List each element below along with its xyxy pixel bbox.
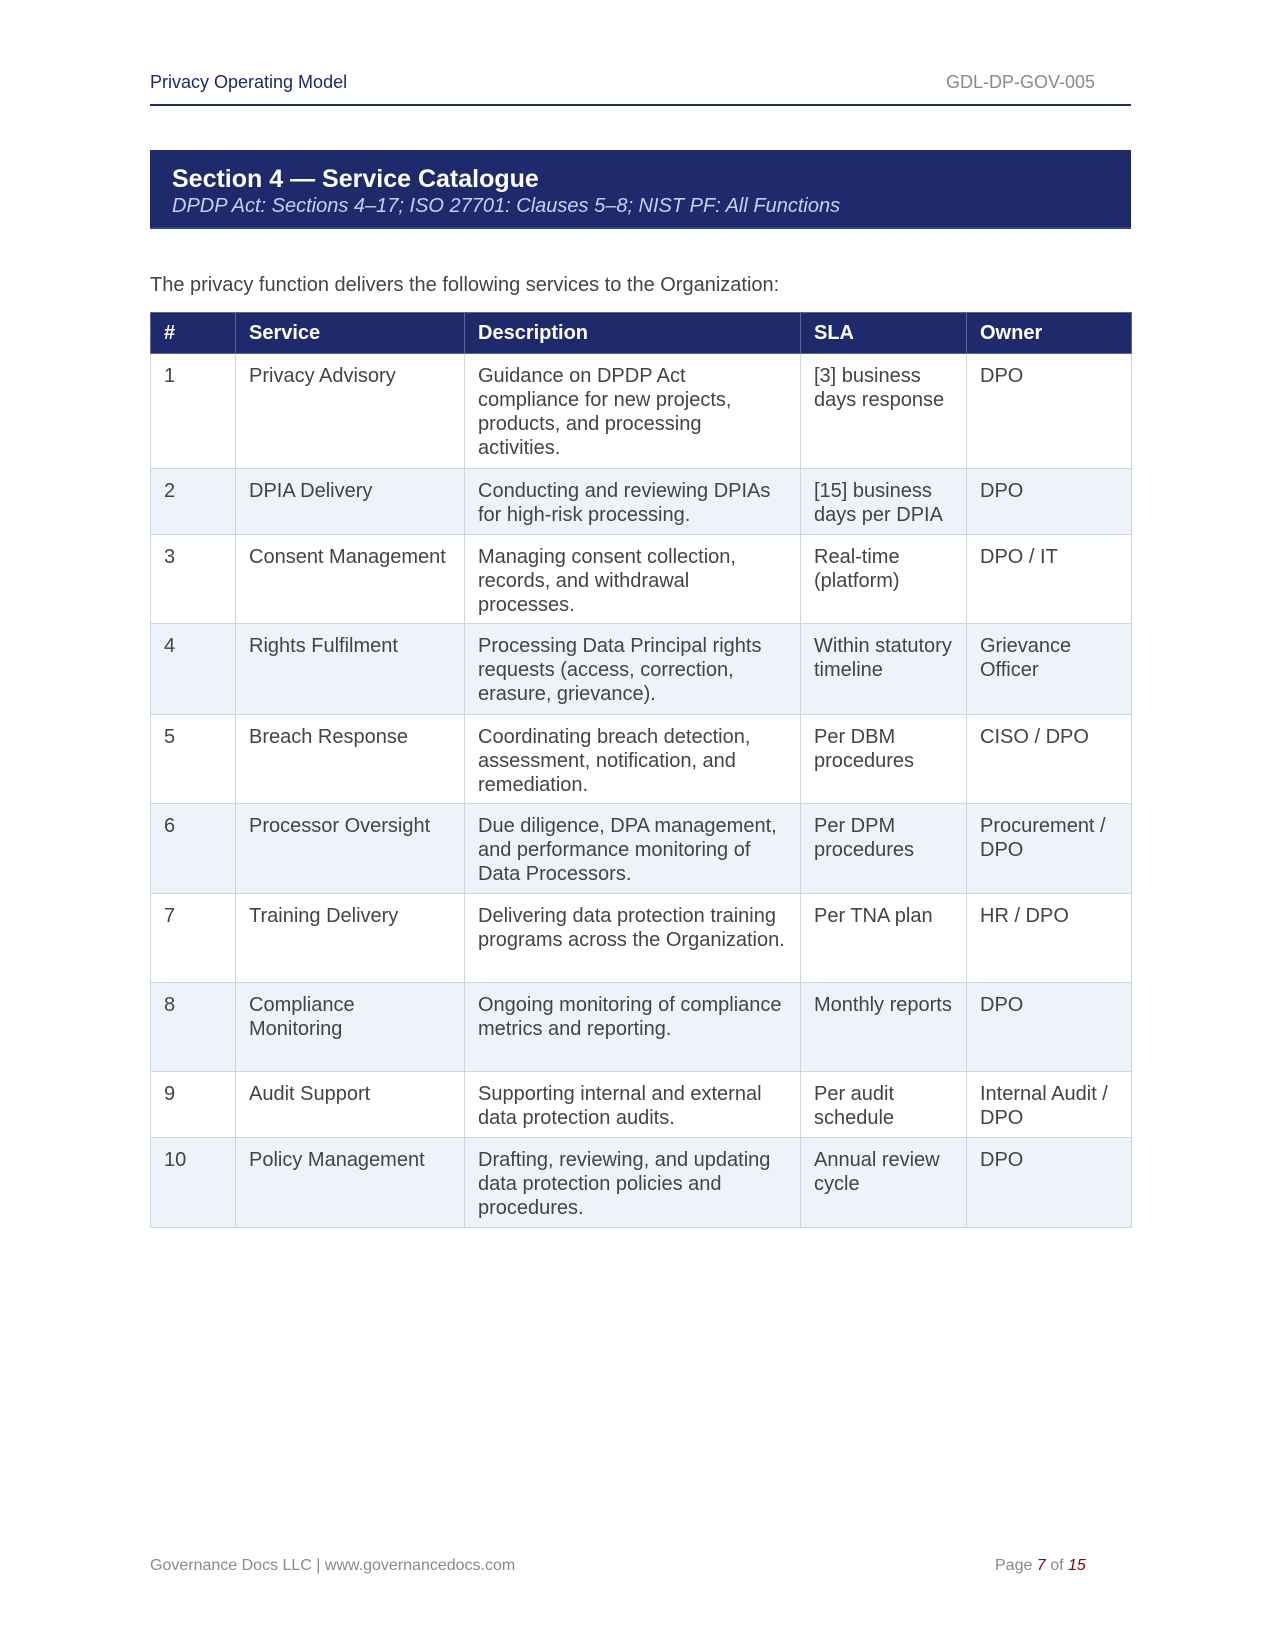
cell-owner: HR / DPO bbox=[967, 894, 1132, 983]
intro-paragraph: The privacy function delivers the following services to the Organization: bbox=[150, 274, 780, 296]
cell-sla: Monthly reports bbox=[801, 983, 967, 1072]
cell-service: Audit Support bbox=[236, 1072, 465, 1138]
table-row bbox=[151, 1138, 1132, 1228]
cell-sla: Per audit schedule bbox=[801, 1072, 967, 1138]
cell-number: 9 bbox=[151, 1072, 236, 1138]
cell-service: Consent Management bbox=[236, 535, 465, 624]
cell-service: Rights Fulfilment bbox=[236, 624, 465, 715]
cell-sla: Per DPM procedures bbox=[801, 804, 967, 894]
table-row bbox=[151, 624, 1132, 715]
cell-sla: Per DBM procedures bbox=[801, 715, 967, 804]
cell-owner: DPO bbox=[967, 469, 1132, 535]
page-of: of bbox=[1050, 1557, 1064, 1574]
cell-sla: Per TNA plan bbox=[801, 894, 967, 983]
cell-sla: [3] business days response bbox=[801, 354, 967, 469]
column-header-owner: Owner bbox=[967, 313, 1132, 354]
cell-description: Drafting, reviewing, and updating data protection policies and procedures. bbox=[465, 1138, 801, 1228]
cell-description: Guidance on DPDP Act compliance for new projects, products, and processing activities. bbox=[465, 354, 801, 469]
column-header-sla: SLA bbox=[801, 313, 967, 354]
page-total: 15 bbox=[1067, 1557, 1086, 1574]
cell-description: Managing consent collection, records, and withdrawal processes. bbox=[465, 535, 801, 624]
cell-owner: Procurement / DPO bbox=[967, 804, 1132, 894]
cell-number: 7 bbox=[151, 894, 236, 983]
cell-description: Processing Data Principal rights requests (access, correction, erasure, grievance). bbox=[465, 624, 801, 715]
document-id: GDL-DP-GOV-005 bbox=[945, 72, 1095, 92]
cell-service: Training Delivery bbox=[236, 894, 465, 983]
cell-number: 3 bbox=[151, 535, 236, 624]
cell-owner: Grievance Officer bbox=[967, 624, 1132, 715]
cell-number: 2 bbox=[151, 469, 236, 535]
page-current: 7 bbox=[1036, 1557, 1046, 1574]
table-row bbox=[151, 1072, 1132, 1138]
table-row bbox=[151, 715, 1132, 804]
section-references: DPDP Act: Sections 4–17; ISO 27701: Clauses 5–8; NIST PF: All Functions bbox=[172, 195, 841, 217]
document-title: Privacy Operating Model bbox=[150, 72, 348, 92]
cell-number: 4 bbox=[151, 624, 236, 715]
cell-description: Due diligence, DPA management, and performance monitoring of Data Processors. bbox=[465, 804, 801, 894]
cell-owner: DPO bbox=[967, 1138, 1132, 1228]
page-header bbox=[150, 72, 1131, 106]
cell-description: Delivering data protection training programs across the Organization. bbox=[465, 894, 801, 983]
cell-sla: Annual review cycle bbox=[801, 1138, 967, 1228]
cell-service: Privacy Advisory bbox=[236, 354, 465, 469]
table-row bbox=[151, 894, 1132, 983]
table-header-row bbox=[151, 313, 1132, 354]
column-header-service: Service bbox=[236, 313, 465, 354]
footer-company: Governance Docs LLC | www.governancedocs.com bbox=[150, 1557, 516, 1574]
cell-number: 8 bbox=[151, 983, 236, 1072]
cell-owner: DPO bbox=[967, 983, 1132, 1072]
column-header-number: # bbox=[151, 313, 236, 354]
cell-number: 1 bbox=[151, 354, 236, 469]
cell-description: Ongoing monitoring of compliance metrics and reporting. bbox=[465, 983, 801, 1072]
cell-service: Processor Oversight bbox=[236, 804, 465, 894]
page-number bbox=[995, 1557, 1086, 1575]
cell-number: 6 bbox=[151, 804, 236, 894]
cell-sla: Within statutory timeline bbox=[801, 624, 967, 715]
cell-owner: DPO bbox=[967, 354, 1132, 469]
cell-owner: CISO / DPO bbox=[967, 715, 1132, 804]
column-header-description: Description bbox=[465, 313, 801, 354]
table-row bbox=[151, 354, 1132, 469]
cell-owner: Internal Audit / DPO bbox=[967, 1072, 1132, 1138]
cell-service: DPIA Delivery bbox=[236, 469, 465, 535]
cell-owner: DPO / IT bbox=[967, 535, 1132, 624]
table-row bbox=[151, 469, 1132, 535]
table-row bbox=[151, 535, 1132, 624]
table-row bbox=[151, 804, 1132, 894]
section-banner bbox=[150, 150, 1131, 229]
table-row bbox=[151, 983, 1132, 1072]
service-catalogue-table bbox=[150, 312, 1132, 1228]
cell-number: 10 bbox=[151, 1138, 236, 1228]
cell-service: Policy Management bbox=[236, 1138, 465, 1228]
cell-description: Coordinating breach detection, assessment, notification, and remediation. bbox=[465, 715, 801, 804]
cell-sla: Real-time (platform) bbox=[801, 535, 967, 624]
cell-number: 5 bbox=[151, 715, 236, 804]
cell-service: Breach Response bbox=[236, 715, 465, 804]
page-label: Page bbox=[995, 1557, 1033, 1574]
section-title: Section 4 — Service Catalogue bbox=[172, 165, 539, 193]
cell-description: Conducting and reviewing DPIAs for high-risk processing. bbox=[465, 469, 801, 535]
cell-sla: [15] business days per DPIA bbox=[801, 469, 967, 535]
cell-service: Compliance Monitoring bbox=[236, 983, 465, 1072]
cell-description: Supporting internal and external data protection audits. bbox=[465, 1072, 801, 1138]
